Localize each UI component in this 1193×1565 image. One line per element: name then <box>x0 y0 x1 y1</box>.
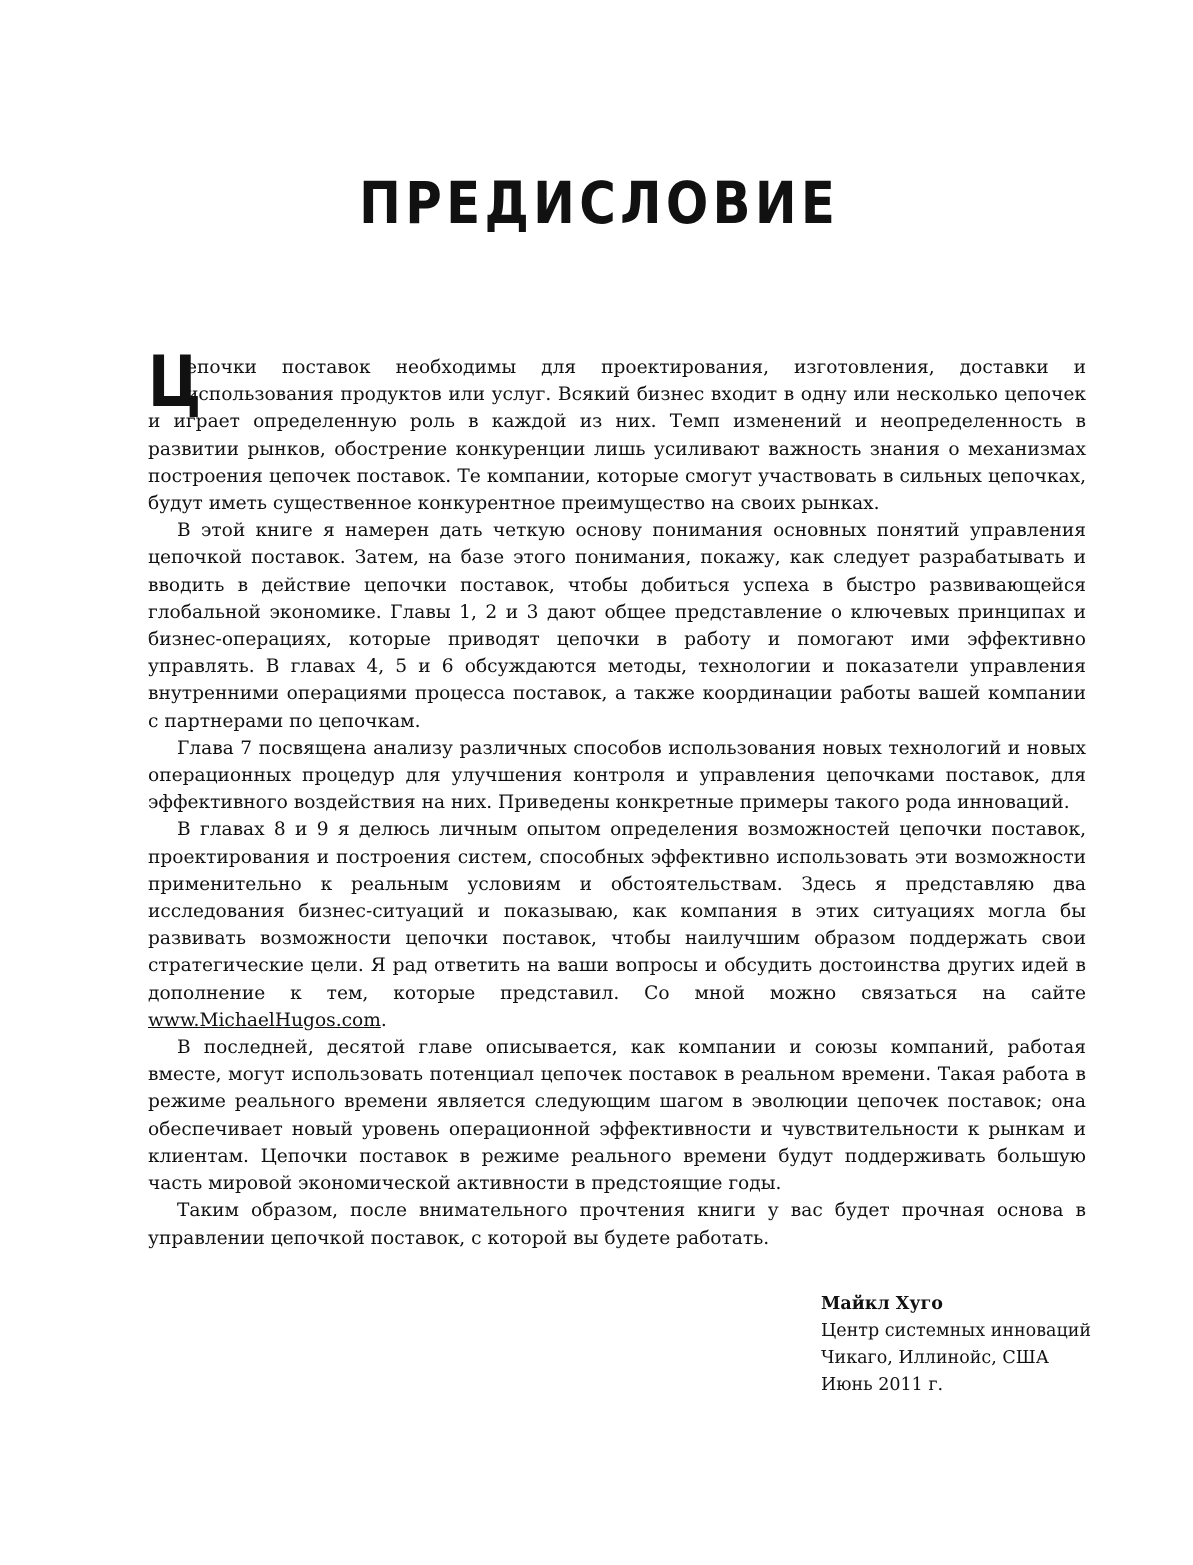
paragraph-4 <box>148 816 1086 1034</box>
preface-body <box>148 341 1086 1252</box>
signature-date: Июнь 2011 г. <box>821 1375 944 1395</box>
signature-author: Майкл Хуго <box>821 1294 943 1314</box>
paragraph-1-text: епочки поставок необходимы для проектирования, изготовления, доставки и использования продуктов или услуг. Всякий бизнес входит в одну или несколько цепочек и играет определенную роль в каждой из них. Темп изменений и неопределенность в развитии рынков, обострение конкуренции лишь усиливают важность знания о механизмах построения цепочек поставок. Те компании, которые смогут участвовать в сильных цепочках, будут иметь существенное конкурентное преимущество на своих рынках. <box>148 357 1086 515</box>
drop-cap-letter: Ц <box>148 341 202 423</box>
signature-organization: Центр системных инноваций <box>821 1321 1092 1341</box>
paragraph-4-end: . <box>380 1009 387 1031</box>
paragraph-2: В этой книге я намерен дать четкую основу понимания основных понятий управления цепочкой поставок. Затем, на базе этого понимания, покажу, как следует разрабатывать и вводить в действие цепочки поставок, чтобы добиться успеха в быстро развивающейся глобальной экономике. Главы 1, 2 и 3 дают общее представление о ключевых принципах и бизнес-операциях, которые приводят цепочки в работу и помогают ими эффективно управлять. В главах 4, 5 и 6 обсуждаются методы, технологии и показатели управления внутренними операциями процесса поставок, а также координации работы вашей компании с партнерами по цепочкам. <box>148 520 1086 732</box>
website-link[interactable]: www.MichaelHugos.com <box>148 1009 381 1031</box>
signature-location: Чикаго, Иллинойс, США <box>821 1348 1049 1368</box>
page-title: ПРЕДИСЛОВИЕ <box>359 169 840 237</box>
signature-block <box>821 1291 1091 1399</box>
paragraph-1 <box>148 341 1086 517</box>
paragraph-4-text: В главах 8 и 9 я делюсь личным опытом определения возможностей цепочки поставок, проектирования и построения систем, способных эффективно использовать эти возможности применительно к реальным условиям и обстоятельствам. Здесь я представляю два исследования бизнес-ситуаций и показываю, как компания в этих ситуациях могла бы развивать возможности цепочки поставок, чтобы наилучшим образом поддержать свои стратегические цели. Я рад ответить на ваши вопросы и обсудить достоинства других идей в дополнение к тем, которые представил. Со мной можно связаться на сайте <box>148 819 1086 1004</box>
paragraph-3: Глава 7 посвящена анализу различных способов использования новых технологий и новых операционных процедур для улучшения контроля и управления цепочками поставок, для эффективного воздействия на них. Приведены конкретные примеры такого рода инноваций. <box>148 737 1086 814</box>
paragraph-5: В последней, десятой главе описывается, как компании и союзы компаний, работая вместе, могут использовать потенциал цепочек поставок в реальном времени. Такая работа в режиме реального времени является следующим шагом в эволюции цепочек поставок; она обеспечивает новый уровень операционной эффективности и чувствительности к рынкам и клиентам. Цепочки поставок в режиме реального времени будут поддерживать большую часть мировой экономической активности в предстоящие годы. <box>148 1037 1086 1195</box>
paragraph-6: Таким образом, после внимательного прочтения книги у вас будет прочная основа в управлении цепочкой поставок, с которой вы будете работать. <box>148 1200 1086 1249</box>
